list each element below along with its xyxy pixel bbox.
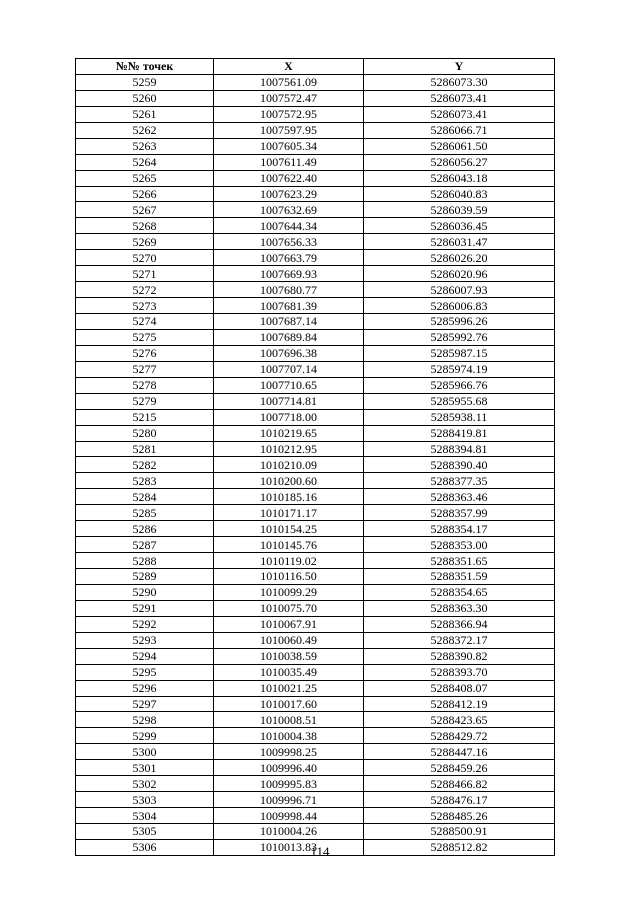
cell-x: 1010035.49 xyxy=(214,664,364,680)
cell-point-number: 5264 xyxy=(76,154,214,170)
cell-y: 5288485.26 xyxy=(364,808,555,824)
cell-y: 5286031.47 xyxy=(364,234,555,250)
table-row xyxy=(76,712,555,728)
table-row xyxy=(76,728,555,744)
cell-x: 1010021.25 xyxy=(214,680,364,696)
cell-point-number: 5271 xyxy=(76,266,214,282)
cell-point-number: 5267 xyxy=(76,202,214,218)
cell-y: 5288390.40 xyxy=(364,457,555,473)
cell-point-number: 5276 xyxy=(76,345,214,361)
cell-point-number: 5296 xyxy=(76,680,214,696)
cell-point-number: 5299 xyxy=(76,728,214,744)
table-row xyxy=(76,266,555,282)
cell-x: 1010154.25 xyxy=(214,521,364,537)
cell-y: 5288363.46 xyxy=(364,489,555,505)
cell-x: 1007718.00 xyxy=(214,409,364,425)
cell-x: 1010171.17 xyxy=(214,505,364,521)
cell-point-number: 5281 xyxy=(76,441,214,457)
table-row xyxy=(76,616,555,632)
cell-x: 1010004.38 xyxy=(214,728,364,744)
cell-y: 5286056.27 xyxy=(364,154,555,170)
table-row xyxy=(76,505,555,521)
cell-y: 5285938.11 xyxy=(364,409,555,425)
cell-y: 5288354.17 xyxy=(364,521,555,537)
cell-y: 5286026.20 xyxy=(364,250,555,266)
cell-x: 1010060.49 xyxy=(214,632,364,648)
cell-y: 5286073.41 xyxy=(364,90,555,106)
table-row xyxy=(76,696,555,712)
table-row xyxy=(76,584,555,600)
cell-x: 1010099.29 xyxy=(214,584,364,600)
table-row xyxy=(76,808,555,824)
cell-point-number: 5282 xyxy=(76,457,214,473)
cell-x: 1007632.69 xyxy=(214,202,364,218)
cell-x: 1007572.95 xyxy=(214,106,364,122)
cell-y: 5286039.59 xyxy=(364,202,555,218)
cell-x: 1007663.79 xyxy=(214,250,364,266)
cell-point-number: 5298 xyxy=(76,712,214,728)
table-row xyxy=(76,457,555,473)
cell-point-number: 5289 xyxy=(76,569,214,585)
cell-x: 1007561.09 xyxy=(214,74,364,90)
table-row xyxy=(76,122,555,138)
table-row xyxy=(76,234,555,250)
table-row xyxy=(76,202,555,218)
cell-x: 1007681.39 xyxy=(214,298,364,314)
cell-y: 5285996.26 xyxy=(364,314,555,330)
cell-point-number: 5280 xyxy=(76,425,214,441)
table-row xyxy=(76,74,555,90)
cell-y: 5288366.94 xyxy=(364,616,555,632)
cell-y: 5288447.16 xyxy=(364,744,555,760)
cell-x: 1007656.33 xyxy=(214,234,364,250)
cell-point-number: 5297 xyxy=(76,696,214,712)
cell-x: 1010219.65 xyxy=(214,425,364,441)
cell-x: 1007622.40 xyxy=(214,170,364,186)
cell-x: 1010119.02 xyxy=(214,553,364,569)
table-row xyxy=(76,106,555,122)
cell-y: 5286073.30 xyxy=(364,74,555,90)
table-row xyxy=(76,90,555,106)
cell-x: 1010116.50 xyxy=(214,569,364,585)
cell-y: 5286061.50 xyxy=(364,138,555,154)
table-row xyxy=(76,393,555,409)
table-row xyxy=(76,441,555,457)
cell-point-number: 5263 xyxy=(76,138,214,154)
cell-x: 1010067.91 xyxy=(214,616,364,632)
cell-point-number: 5301 xyxy=(76,760,214,776)
cell-y: 5288459.26 xyxy=(364,760,555,776)
cell-x: 1009996.71 xyxy=(214,792,364,808)
cell-point-number: 5302 xyxy=(76,776,214,792)
cell-y: 5288357.99 xyxy=(364,505,555,521)
cell-x: 1007611.49 xyxy=(214,154,364,170)
table-body xyxy=(76,74,555,855)
cell-y: 5288476.17 xyxy=(364,792,555,808)
cell-y: 5286066.71 xyxy=(364,122,555,138)
cell-x: 1007644.34 xyxy=(214,218,364,234)
table-row xyxy=(76,776,555,792)
cell-point-number: 5293 xyxy=(76,632,214,648)
cell-x: 1009998.44 xyxy=(214,808,364,824)
cell-point-number: 5300 xyxy=(76,744,214,760)
cell-point-number: 5279 xyxy=(76,393,214,409)
table-row xyxy=(76,537,555,553)
cell-y: 5288372.17 xyxy=(364,632,555,648)
cell-y: 5286006.83 xyxy=(364,298,555,314)
table-row xyxy=(76,329,555,345)
cell-x: 1007707.14 xyxy=(214,361,364,377)
cell-x: 1010185.16 xyxy=(214,489,364,505)
cell-x: 1009998.25 xyxy=(214,744,364,760)
cell-point-number: 5260 xyxy=(76,90,214,106)
cell-x: 1007669.93 xyxy=(214,266,364,282)
cell-point-number: 5268 xyxy=(76,218,214,234)
cell-x: 1010008.51 xyxy=(214,712,364,728)
cell-point-number: 5270 xyxy=(76,250,214,266)
cell-point-number: 5274 xyxy=(76,314,214,330)
cell-x: 1007605.34 xyxy=(214,138,364,154)
cell-point-number: 5304 xyxy=(76,808,214,824)
cell-x: 1010210.09 xyxy=(214,457,364,473)
header-point-number: №№ точек xyxy=(76,59,214,75)
cell-point-number: 5284 xyxy=(76,489,214,505)
coordinates-table xyxy=(75,58,555,856)
table-row xyxy=(76,824,555,840)
table-row xyxy=(76,186,555,202)
table-row xyxy=(76,489,555,505)
cell-x: 1009996.40 xyxy=(214,760,364,776)
table-row xyxy=(76,632,555,648)
cell-y: 5288419.81 xyxy=(364,425,555,441)
cell-point-number: 5283 xyxy=(76,473,214,489)
cell-point-number: 5287 xyxy=(76,537,214,553)
cell-x: 1007680.77 xyxy=(214,282,364,298)
table-row xyxy=(76,600,555,616)
cell-y: 5285966.76 xyxy=(364,377,555,393)
cell-y: 5285955.68 xyxy=(364,393,555,409)
header-y: Y xyxy=(364,59,555,75)
cell-x: 1010017.60 xyxy=(214,696,364,712)
cell-point-number: 5261 xyxy=(76,106,214,122)
cell-y: 5285974.19 xyxy=(364,361,555,377)
cell-y: 5288390.82 xyxy=(364,648,555,664)
cell-y: 5288423.65 xyxy=(364,712,555,728)
table-row xyxy=(76,361,555,377)
table-row xyxy=(76,298,555,314)
cell-y: 5286073.41 xyxy=(364,106,555,122)
cell-y: 5288412.19 xyxy=(364,696,555,712)
cell-point-number: 5273 xyxy=(76,298,214,314)
header-x: X xyxy=(214,59,364,75)
cell-x: 1007689.84 xyxy=(214,329,364,345)
cell-y: 5286040.83 xyxy=(364,186,555,202)
cell-point-number: 5277 xyxy=(76,361,214,377)
cell-x: 1010145.76 xyxy=(214,537,364,553)
table-row xyxy=(76,314,555,330)
cell-point-number: 5285 xyxy=(76,505,214,521)
cell-y: 5288408.07 xyxy=(364,680,555,696)
cell-point-number: 5286 xyxy=(76,521,214,537)
cell-y: 5288351.59 xyxy=(364,569,555,585)
cell-y: 5286007.93 xyxy=(364,282,555,298)
cell-y: 5288351.65 xyxy=(364,553,555,569)
cell-x: 1010212.95 xyxy=(214,441,364,457)
cell-point-number: 5290 xyxy=(76,584,214,600)
cell-y: 5288377.35 xyxy=(364,473,555,489)
table-row xyxy=(76,553,555,569)
cell-x: 1007710.65 xyxy=(214,377,364,393)
table-row xyxy=(76,154,555,170)
cell-x: 1010038.59 xyxy=(214,648,364,664)
cell-y: 5285992.76 xyxy=(364,329,555,345)
cell-point-number: 5306 xyxy=(76,839,214,855)
cell-x: 1007714.81 xyxy=(214,393,364,409)
table-row xyxy=(76,345,555,361)
cell-x: 1010013.83 xyxy=(214,839,364,855)
cell-x: 1007687.14 xyxy=(214,314,364,330)
cell-point-number: 5275 xyxy=(76,329,214,345)
cell-y: 5288393.70 xyxy=(364,664,555,680)
cell-point-number: 5272 xyxy=(76,282,214,298)
table-row xyxy=(76,569,555,585)
header-row xyxy=(76,59,555,75)
cell-point-number: 5292 xyxy=(76,616,214,632)
cell-point-number: 5278 xyxy=(76,377,214,393)
cell-x: 1009995.83 xyxy=(214,776,364,792)
table-row xyxy=(76,664,555,680)
table-row xyxy=(76,250,555,266)
cell-x: 1010075.70 xyxy=(214,600,364,616)
cell-y: 5286043.18 xyxy=(364,170,555,186)
page-number: 114 xyxy=(310,844,330,859)
cell-point-number: 5266 xyxy=(76,186,214,202)
table-row xyxy=(76,282,555,298)
cell-point-number: 5269 xyxy=(76,234,214,250)
cell-y: 5285987.15 xyxy=(364,345,555,361)
cell-y: 5286036.45 xyxy=(364,218,555,234)
table-row xyxy=(76,648,555,664)
table-row xyxy=(76,218,555,234)
table-row xyxy=(76,425,555,441)
table-row xyxy=(76,138,555,154)
cell-x: 1007696.38 xyxy=(214,345,364,361)
cell-y: 5288363.30 xyxy=(364,600,555,616)
cell-point-number: 5288 xyxy=(76,553,214,569)
table-row xyxy=(76,744,555,760)
table-row xyxy=(76,377,555,393)
table-row xyxy=(76,170,555,186)
cell-point-number: 5305 xyxy=(76,824,214,840)
table-row xyxy=(76,792,555,808)
cell-y: 5288500.91 xyxy=(364,824,555,840)
cell-point-number: 5265 xyxy=(76,170,214,186)
cell-y: 5288353.00 xyxy=(364,537,555,553)
cell-point-number: 5291 xyxy=(76,600,214,616)
table-row xyxy=(76,760,555,776)
cell-point-number: 5262 xyxy=(76,122,214,138)
cell-point-number: 5215 xyxy=(76,409,214,425)
cell-x: 1007597.95 xyxy=(214,122,364,138)
cell-point-number: 5303 xyxy=(76,792,214,808)
cell-y: 5286020.96 xyxy=(364,266,555,282)
table-row xyxy=(76,521,555,537)
table-header xyxy=(76,59,555,75)
cell-x: 1010200.60 xyxy=(214,473,364,489)
cell-x: 1010004.26 xyxy=(214,824,364,840)
cell-point-number: 5294 xyxy=(76,648,214,664)
cell-y: 5288394.81 xyxy=(364,441,555,457)
cell-y: 5288354.65 xyxy=(364,584,555,600)
table-row xyxy=(76,473,555,489)
table-row xyxy=(76,680,555,696)
cell-point-number: 5259 xyxy=(76,74,214,90)
cell-y: 5288429.72 xyxy=(364,728,555,744)
table-row xyxy=(76,409,555,425)
cell-x: 1007572.47 xyxy=(214,90,364,106)
cell-y: 5288466.82 xyxy=(364,776,555,792)
cell-x: 1007623.29 xyxy=(214,186,364,202)
cell-point-number: 5295 xyxy=(76,664,214,680)
cell-y: 5288512.82 xyxy=(364,839,555,855)
